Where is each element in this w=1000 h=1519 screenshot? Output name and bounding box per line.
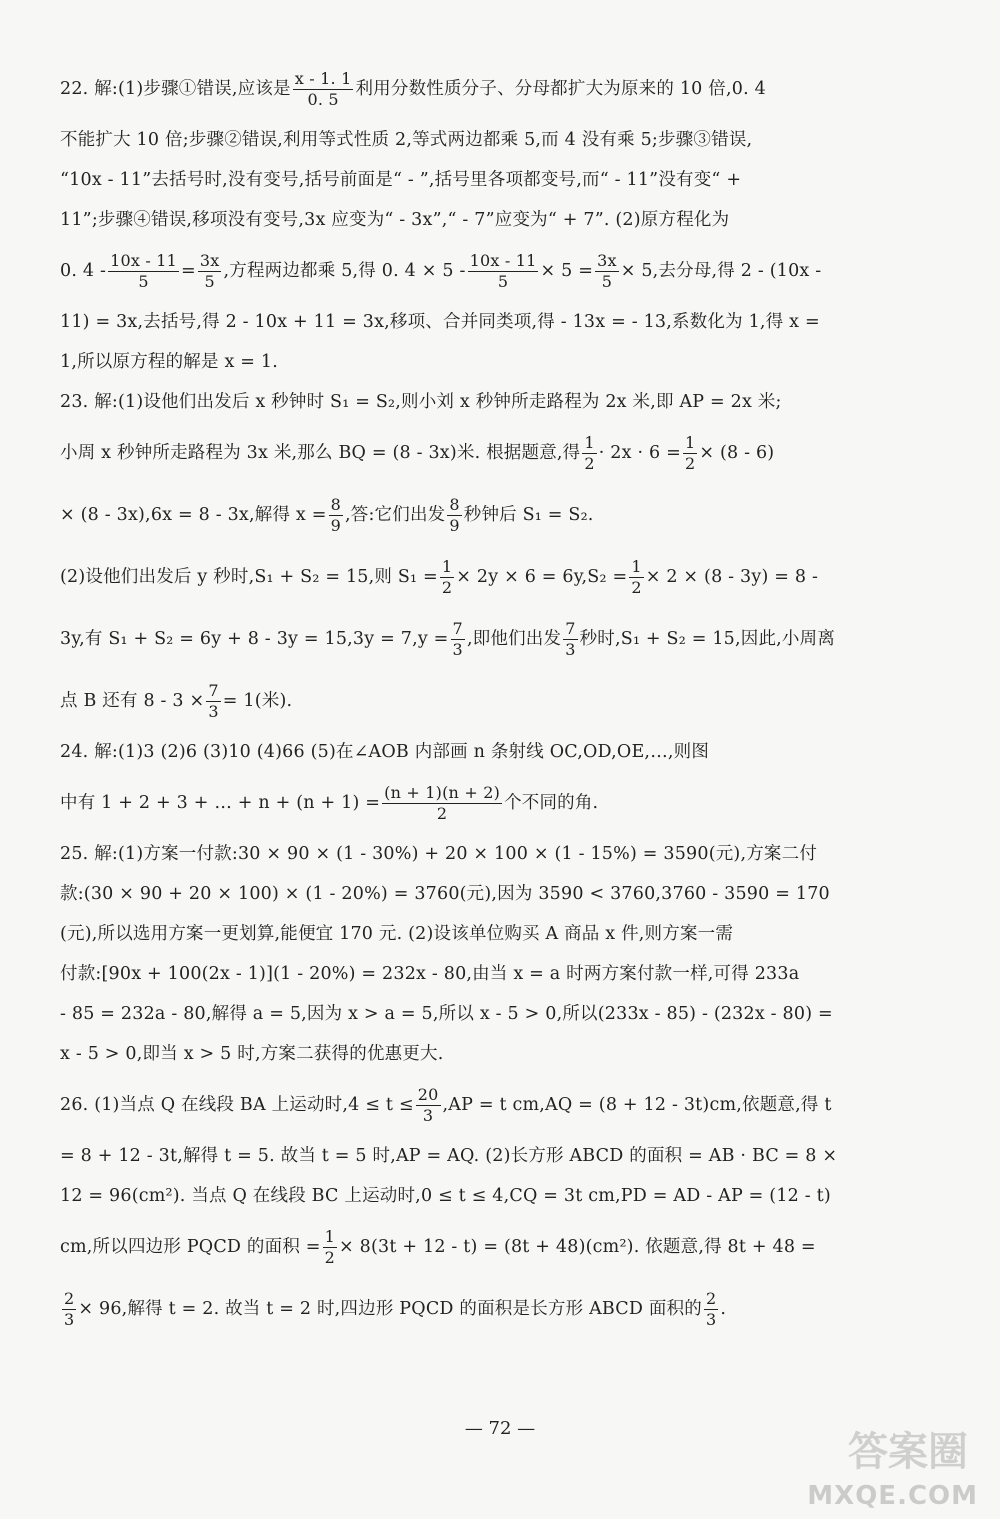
text-line-11 — [60, 546, 955, 608]
fraction — [563, 619, 577, 660]
text-line-22 — [60, 1074, 955, 1136]
fraction — [440, 557, 454, 598]
numerator: 10x - 11 — [469, 251, 537, 270]
numerator: 3x — [597, 251, 617, 270]
text-line-9 — [60, 422, 955, 484]
text-segment: × 96,解得 t = 2. 故当 t = 2 时,四边形 PQCD 的面积是长方形 ABCD 面积的 — [78, 1299, 702, 1319]
fraction — [595, 251, 619, 292]
text-line-15 — [60, 772, 955, 834]
numerator: 2 — [64, 1289, 75, 1308]
watermark — [778, 1391, 978, 1511]
text-segment: 点 B 还有 8 - 3 × — [60, 691, 205, 711]
watermark-url: MXQE.COM — [807, 1481, 978, 1511]
text-line-23: = 8 + 12 - 3t,解得 t = 5. 故当 t = 5 时,AP = AQ. (2)长方形 ABCD 的面积 = AB · BC = 8 × — [60, 1146, 838, 1166]
text-segment: = 1(米). — [222, 691, 293, 711]
denominator: 3 — [705, 1310, 717, 1329]
text-line-8: 23. 解:(1)设他们出发后 x 秒钟时 S₁ = S₂,则小刘 x 秒钟所走路程为 2x 米,即 AP = 2x 米; — [60, 392, 782, 412]
numerator: 8 — [330, 495, 341, 514]
numerator: 1 — [684, 433, 696, 452]
text-line-12 — [60, 608, 955, 670]
answer-text — [60, 58, 955, 1340]
text-line-1 — [60, 58, 955, 120]
text-segment: × 5,去分母,得 2 - (10x - — [620, 261, 822, 281]
text-segment: ,方程两边都乘 5,得 0. 4 × 5 - — [223, 261, 466, 281]
denominator: 3 — [565, 640, 576, 659]
text-line-18: (元),所以选用方案一更划算,能便宜 170 元. (2)设该单位购买 A 商品 x 件,则方案一需 — [60, 924, 734, 944]
text-line-4: 11”;步骤④错误,移项没有变号,3x 应变为“ - 3x”,“ - 7”应变为“ + 7”. (2)原方程化为 — [60, 210, 730, 230]
fraction — [416, 1085, 441, 1126]
text-line-14: 24. 解:(1)3 (2)6 (3)10 (4)66 (5)在∠AOB 内部画 n 条射线 OC,OD,OE,…,则图 — [60, 742, 710, 762]
denominator: 2 — [584, 454, 595, 473]
fraction — [206, 681, 220, 722]
fraction — [198, 251, 222, 292]
fraction — [323, 1227, 337, 1268]
numerator: 1 — [631, 557, 642, 576]
text-line-2: 不能扩大 10 倍;步骤②错误,利用等式性质 2,等式两边都乘 5,而 4 没有乘 5;步骤③错误, — [60, 130, 753, 150]
fraction — [382, 783, 502, 824]
text-segment: 3y,有 S₁ + S₂ = 6y + 8 - 3y = 15,3y = 7,y = — [60, 629, 449, 649]
text-segment: . — [720, 1299, 727, 1319]
text-segment: × (8 - 3x),6x = 8 - 3x,解得 x = — [60, 505, 327, 525]
denominator: 2 — [631, 578, 642, 597]
numerator: 20 — [417, 1085, 439, 1104]
text-segment: × 5 = — [540, 261, 594, 281]
text-segment: ,即他们出发 — [466, 629, 562, 649]
numerator: 1 — [324, 1227, 336, 1246]
text-line-24: 12 = 96(cm²). 当点 Q 在线段 BC 上运动时,0 ≤ t ≤ 4,CQ = 3t cm,PD = AD - AP = (12 - t) — [60, 1186, 831, 1206]
text-segment: ,答:它们出发 — [345, 505, 446, 525]
denominator: 3 — [64, 1310, 75, 1329]
numerator: 3x — [199, 251, 220, 270]
text-segment: 个不同的角. — [504, 793, 599, 813]
text-segment: (2)设他们出发后 y 秒时,S₁ + S₂ = 15,则 S₁ = — [60, 567, 438, 587]
fraction — [629, 557, 643, 598]
denominator: 9 — [330, 516, 341, 535]
denominator: 5 — [497, 272, 509, 291]
text-line-25 — [60, 1216, 955, 1278]
numerator: 7 — [565, 619, 576, 638]
page-number: — 72 — — [464, 1418, 536, 1439]
text-line-10 — [60, 484, 955, 546]
numerator: 2 — [705, 1289, 717, 1308]
text-segment: × 8(3t + 12 - t) = (8t + 48)(cm²). 依题意,得 8t + 48 = — [339, 1237, 816, 1257]
text-line-17: 款:(30 × 90 + 20 × 100) × (1 - 20%) = 3760(元),因为 3590 < 3760,3760 - 3590 = 170 — [60, 884, 830, 904]
text-line-3: “10x - 11”去括号时,没有变号,括号前面是“ - ”,括号里各项都变号,而“ - 11”没有变“ + — [60, 170, 742, 190]
text-line-20: - 85 = 232a - 80,解得 a = 5,因为 x > a = 5,所以 x - 5 > 0,所以(233x - 85) - (232x - 80) = — [60, 1004, 833, 1024]
numerator: 10x - 11 — [110, 251, 177, 270]
denominator: 3 — [208, 702, 219, 721]
text-line-19: 付款:[90x + 100(2x - 1)](1 - 20%) = 232x - 80,由当 x = a 时两方案付款一样,可得 233a — [60, 964, 800, 984]
denominator: 2 — [324, 1248, 336, 1267]
fraction — [108, 251, 179, 292]
text-segment: = — [181, 261, 196, 281]
numerator: 7 — [208, 681, 219, 700]
text-segment: 中有 1 + 2 + 3 + … + n + (n + 1) = — [60, 793, 381, 813]
watermark-logo: 答案圈 — [848, 1429, 968, 1475]
text-segment: × 2 × (8 - 3y) = 8 - — [645, 567, 819, 587]
denominator: 5 — [204, 272, 215, 291]
denominator: 9 — [449, 516, 460, 535]
numerator: 8 — [449, 495, 460, 514]
text-line-5 — [60, 240, 955, 302]
denominator: 3 — [422, 1106, 434, 1125]
text-line-26 — [60, 1278, 955, 1340]
text-line-7: 1,所以原方程的解是 x = 1. — [60, 352, 279, 372]
numerator: (n + 1)(n + 2) — [384, 783, 501, 802]
text-segment: ,AP = t cm,AQ = (8 + 12 - 3t)cm,依题意,得 t — [442, 1095, 832, 1115]
denominator: 2 — [684, 454, 696, 473]
text-segment: 利用分数性质分子、分母都扩大为原来的 10 倍,0. 4 — [355, 79, 766, 99]
text-line-16: 25. 解:(1)方案一付款:30 × 90 × (1 - 30%) + 20 × 100 × (1 - 15%) = 3590(元),方案二付 — [60, 844, 818, 864]
denominator: 5 — [138, 272, 149, 291]
numerator: 1 — [584, 433, 595, 452]
fraction — [451, 619, 465, 660]
text-line-13 — [60, 670, 955, 732]
fraction — [447, 495, 461, 536]
fraction — [683, 433, 697, 474]
text-segment: 22. 解:(1)步骤①错误,应该是 — [60, 79, 291, 99]
text-segment: 26. (1)当点 Q 在线段 BA 上运动时,4 ≤ t ≤ — [60, 1095, 414, 1115]
fraction — [468, 251, 539, 292]
text-segment: 小周 x 秒钟所走路程为 3x 米,那么 BQ = (8 - 3x)米. 根据题意,得 — [60, 443, 581, 463]
fraction — [329, 495, 343, 536]
text-segment: · 2x · 6 = — [598, 443, 681, 463]
fraction — [582, 433, 596, 474]
text-line-6: 11) = 3x,去括号,得 2 - 10x + 11 = 3x,移项、合并同类项,得 - 13x = - 13,系数化为 1,得 x = — [60, 312, 820, 332]
text-line-21: x - 5 > 0,即当 x > 5 时,方案二获得的优惠更大. — [60, 1044, 444, 1064]
denominator: 3 — [452, 640, 463, 659]
text-segment: × (8 - 6) — [699, 443, 775, 463]
text-segment: 秒钟后 S₁ = S₂. — [463, 505, 594, 525]
numerator: x - 1. 1 — [294, 69, 352, 88]
fraction — [62, 1289, 76, 1330]
text-segment: 秒时,S₁ + S₂ = 15,因此,小周离 — [579, 629, 836, 649]
fraction — [293, 69, 354, 110]
text-segment: cm,所以四边形 PQCD 的面积 = — [60, 1237, 321, 1257]
text-segment: × 2y × 6 = 6y,S₂ = — [456, 567, 628, 587]
denominator: 5 — [601, 272, 613, 291]
fraction — [704, 1289, 718, 1330]
numerator: 7 — [452, 619, 463, 638]
denominator: 2 — [436, 804, 448, 823]
denominator: 2 — [441, 578, 453, 597]
text-segment: 0. 4 - — [60, 261, 107, 281]
denominator: 0. 5 — [307, 90, 339, 109]
numerator: 1 — [441, 557, 453, 576]
